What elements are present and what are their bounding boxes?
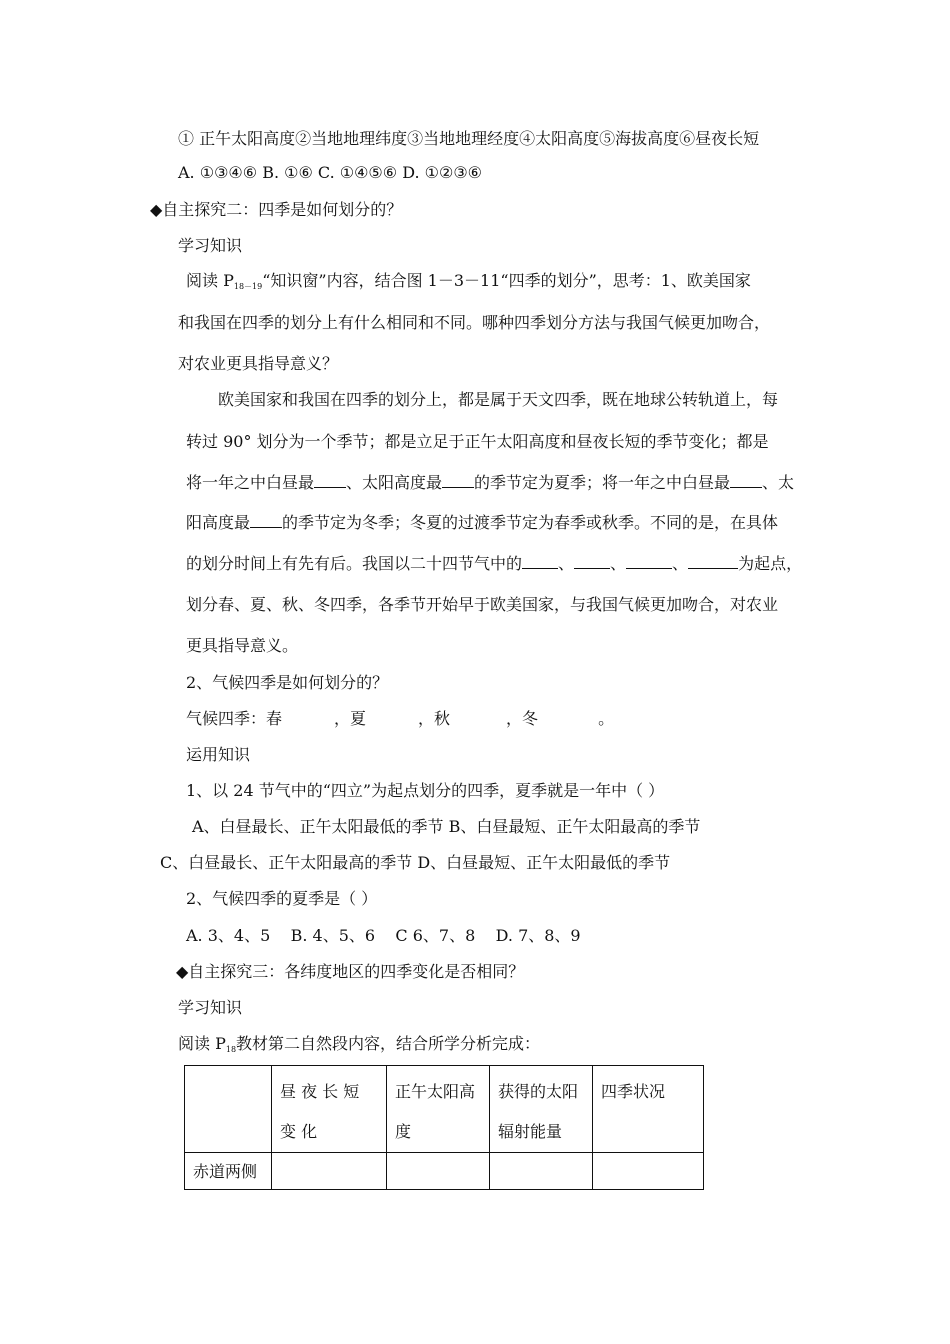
learn-knowledge-label: 学习知识 xyxy=(178,236,243,255)
table-cell: 赤道两侧 xyxy=(185,1153,272,1190)
fill-blank[interactable] xyxy=(250,513,282,528)
climate-winter: ，冬 xyxy=(506,709,539,728)
text-segment: 为起点， xyxy=(738,554,803,573)
fill-blank[interactable] xyxy=(574,554,610,569)
paragraph-line-5 xyxy=(186,554,802,574)
apply-question-2-options: A. 3、4、5 B. 4、5、6 C 6、7、8 D. 7、8、9 xyxy=(186,926,581,945)
apply-question-2: 2、气候四季的夏季是（ ） xyxy=(186,889,378,908)
reading-instruction xyxy=(186,271,751,294)
reading-instruction-3 xyxy=(178,1034,540,1057)
text-segment: 阳高度最 xyxy=(186,513,251,532)
paragraph-line-4 xyxy=(186,513,778,533)
table-header-cell: 昼 夜 长 短 变 化 xyxy=(272,1066,387,1153)
text-segment: 将一年之中白昼最 xyxy=(186,473,315,492)
table-cell[interactable] xyxy=(387,1153,490,1190)
table-cell[interactable] xyxy=(272,1153,387,1190)
text-segment: 的季节定为夏季；将一年之中白昼最 xyxy=(474,473,731,492)
fill-blank[interactable] xyxy=(626,554,672,569)
table-header-row xyxy=(185,1066,704,1153)
climate-seasons-line xyxy=(186,709,614,729)
fill-blank[interactable] xyxy=(442,473,474,488)
table-header-cell: 获得的太阳辐射能量 xyxy=(490,1066,593,1153)
section-heading-3: ◆自主探究三：各纬度地区的四季变化是否相同？ xyxy=(176,962,525,981)
learn-knowledge-label-3: 学习知识 xyxy=(178,998,243,1017)
page-range: 18－19 xyxy=(233,282,263,291)
text-segment: 的季节定为冬季；冬夏的过渡季节定为春季或秋季。不同的是，在具体 xyxy=(282,513,779,532)
paragraph-line-1: 欧美国家和我国在四季的划分上，都是属于天文四季，既在地球公转轨道上，每 xyxy=(218,390,779,409)
climate-summer: ，夏 xyxy=(334,709,367,728)
section-heading-2: ◆自主探究二：四季是如何划分的？ xyxy=(150,200,403,219)
table-cell[interactable] xyxy=(490,1153,593,1190)
paragraph-line-2: 转过 90° 划分为一个季节；都是立足于正午太阳高度和昼夜长短的季节变化；都是 xyxy=(186,432,769,451)
paragraph-line-7: 更具指导意义。 xyxy=(186,636,299,655)
fill-blank[interactable] xyxy=(314,473,346,488)
question-2: 2、气候四季是如何划分的？ xyxy=(186,673,389,692)
seasons-analysis-table xyxy=(184,1065,704,1190)
text-segment: 、太阳高度最 xyxy=(346,473,443,492)
table-header-cell xyxy=(185,1066,272,1153)
reading-line-2: 和我国在四季的划分上有什么相同和不同。哪种四季划分方法与我国气候更加吻合， xyxy=(178,313,771,332)
read-prefix: 阅读 P xyxy=(178,1034,226,1053)
apply-knowledge-label: 运用知识 xyxy=(186,745,251,764)
paragraph-line-3 xyxy=(186,473,794,493)
fill-blank[interactable] xyxy=(688,554,738,569)
separator: 、 xyxy=(672,554,689,573)
read-rest: “知识窗”内容，结合图 1－3－11“四季的划分”，思考：1、欧美国家 xyxy=(262,271,751,290)
table-header-cell: 正午太阳高度 xyxy=(387,1066,490,1153)
paragraph-line-6: 划分春、夏、秋、冬四季，各季节开始早于欧美国家，与我国气候更加吻合，对农业 xyxy=(186,595,779,614)
apply-question-1-options-cd: C、白昼最长、正午太阳最高的季节 D、白昼最短、正午太阳最低的季节 xyxy=(160,853,671,872)
text-segment: 的划分时间上有先有后。我国以二十四节气中的 xyxy=(186,554,523,573)
table-row xyxy=(185,1153,704,1190)
question-options-list: ① 正午太阳高度②当地地理纬度③当地地理经度④太阳高度⑤海拔高度⑥昼夜长短 xyxy=(178,129,760,148)
read-prefix: 阅读 P xyxy=(186,271,234,290)
apply-question-1-options-ab: A、白昼最长、正午太阳最低的季节 B、白昼最短、正午太阳最高的季节 xyxy=(192,817,701,836)
climate-label: 气候四季：春 xyxy=(186,709,283,728)
fill-blank[interactable] xyxy=(730,473,762,488)
apply-question-1: 1、以 24 节气中的“四立”为起点划分的四季，夏季就是一年中（ ） xyxy=(186,781,665,800)
table-cell[interactable] xyxy=(593,1153,704,1190)
read-rest: 教材第二自然段内容，结合所学分析完成： xyxy=(236,1034,541,1053)
table-header-cell: 四季状况 xyxy=(593,1066,704,1153)
climate-autumn: ，秋 xyxy=(418,709,451,728)
separator: 、 xyxy=(558,554,575,573)
page-number: 18 xyxy=(225,1045,237,1054)
answer-choices: A. ①③④⑥ B. ①⑥ C. ①④⑤⑥ D. ①②③⑥ xyxy=(178,163,482,182)
climate-end: 。 xyxy=(598,709,615,728)
text-segment: 、太 xyxy=(762,473,795,492)
reading-line-3: 对农业更具指导意义？ xyxy=(178,354,339,373)
separator: 、 xyxy=(610,554,627,573)
fill-blank[interactable] xyxy=(522,554,558,569)
